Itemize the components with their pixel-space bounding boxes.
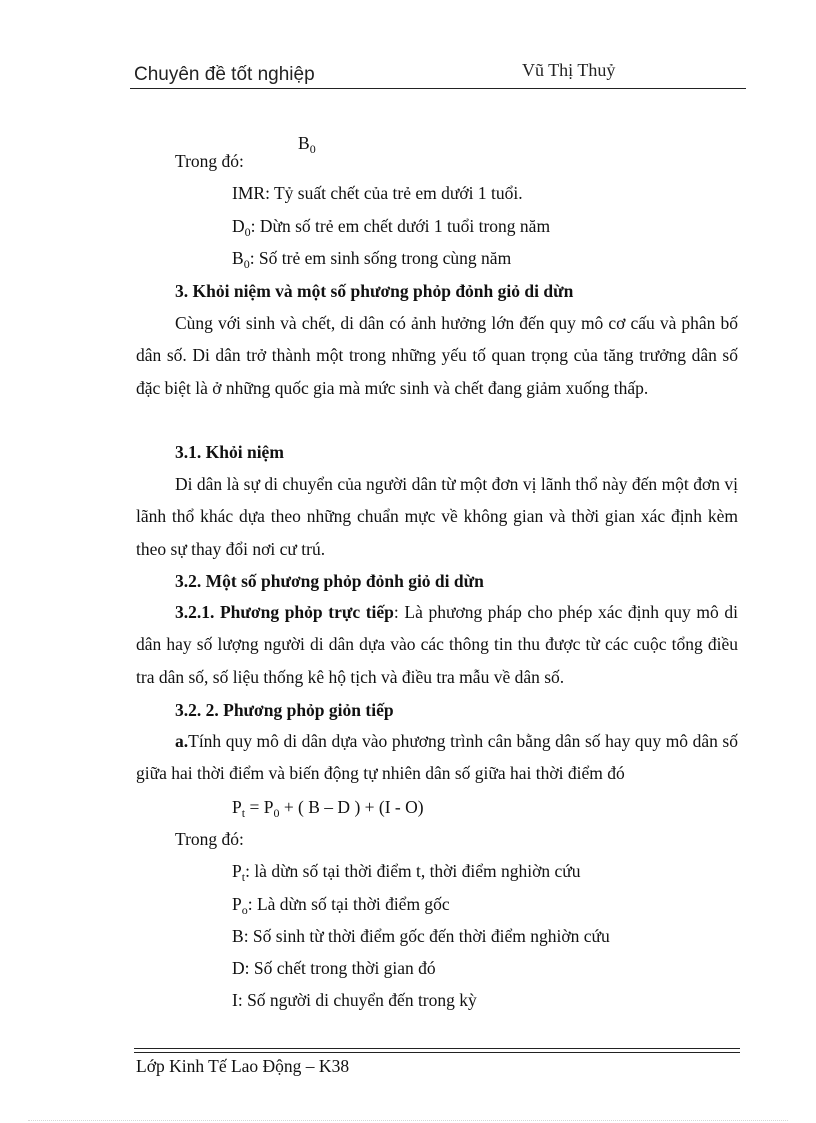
definition-pt: $P_t$: là dừn số tại thời điểm t, thời điểm nghiờn cứu [232, 861, 581, 884]
page-bottom-dotted-border [28, 1120, 788, 1121]
section-heading-3-2-2: 3.2. 2. Phương phỏp giỏn tiếp [175, 700, 394, 720]
page-header [130, 58, 746, 89]
section-heading-3-2: 3.2. Một số phương phỏp đỏnh giỏ di dừn [175, 571, 484, 591]
paragraph-indirect-method: a.Tính quy mô di dân dựa vào phương trình cân bằng dân số hay quy mô dân số giữa hai thời điểm và biến động tự nhiên dân số giữa hai thời điểm đó [136, 731, 738, 784]
footer-class-label: Lớp Kinh Tế Lao Động – K38 [136, 1056, 350, 1076]
footer-rule-double [134, 1052, 740, 1053]
footer-rule [134, 1048, 740, 1049]
paragraph-migration-importance: Cùng với sinh và chết, di dân có ảnh hưởng lớn đến quy mô cơ cấu và phân bố dân số. Di dân trở thành một trong những yếu tố quan trọng của tăng trưởng dân số đặc biệt là ở những quốc gia mà mức sinh và chết đang giảm xuống thấp. [136, 313, 738, 398]
header-doc-title: Chuyên đề tốt nghiệp [134, 64, 315, 85]
trong-do-label-2: Trong đó: [175, 829, 244, 849]
trong-do-label: Trong đó: [175, 151, 244, 171]
definition-imr: IMR: Tỷ suất chết của trẻ em dưới 1 tuổi. [232, 183, 523, 203]
section-heading-3: 3. Khỏi niệm và một số phương phỏp đỏnh giỏ di dừn [175, 281, 574, 301]
header-author: Vũ Thị Thuỷ [522, 60, 616, 80]
section-heading-3-1: 3.1. Khỏi niệm [175, 442, 284, 462]
definition-b: B: Số sinh từ thời điểm gốc đến thời điểm nghiờn cứu [232, 926, 610, 946]
balance-equation: $P_t = P_0$ + ( B – D ) + (I - O) [232, 797, 424, 820]
formula-fragment: $B_0$ [298, 133, 316, 156]
definition-b0: $B_0$: Số trẻ em sinh sống trong cùng năm [232, 248, 512, 271]
definition-po: $P_o$: Là dừn số tại thời điểm gốc [232, 894, 450, 917]
definition-i: I: Số người di chuyển đến trong kỳ [232, 990, 477, 1010]
definition-d0: $D_0$: Dừn số trẻ em chết dưới 1 tuổi trong năm [232, 216, 551, 239]
definition-d: D: Số chết trong thời gian đó [232, 958, 436, 978]
paragraph-direct-method: 3.2.1. Phương phỏp trực tiếp: Là phương pháp cho phép xác định quy mô di dân hay số lượng người di dân dựa vào các thông tin thu được từ các cuộc tổng điều tra dân số, số liệu thống kê hộ tịch và điều tra mẫu về dân số. [136, 602, 738, 687]
paragraph-migration-definition: Di dân là sự di chuyển của người dân từ một đơn vị lãnh thổ này đến một đơn vị lãnh thổ khác dựa theo những chuẩn mực về không gian và thời gian xác định kèm theo sự thay đổi nơi cư trú. [136, 474, 738, 559]
